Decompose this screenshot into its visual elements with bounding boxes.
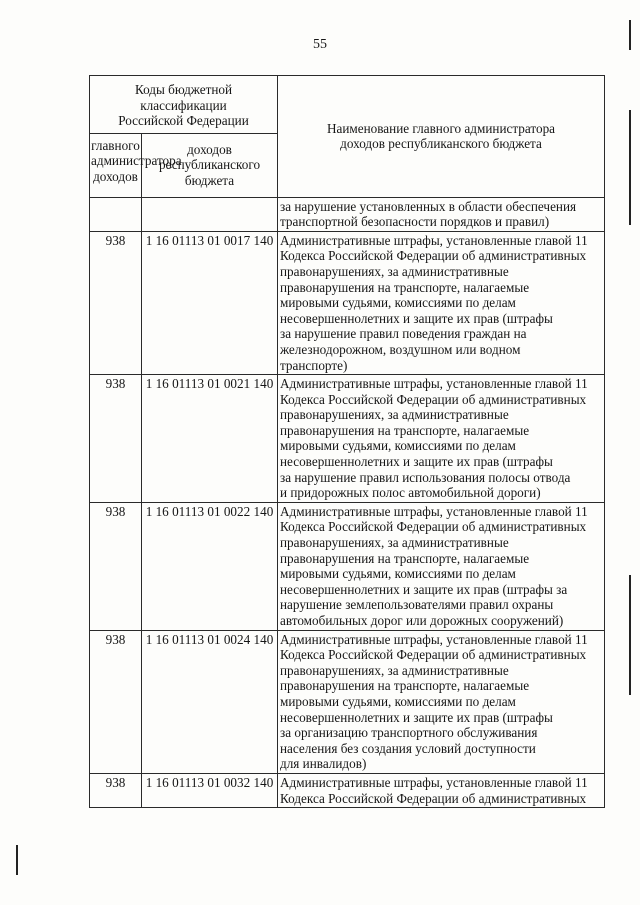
name-line: правонарушения на транспорте, налагаемые <box>280 422 530 438</box>
budget-codes-table <box>89 75 605 808</box>
name-line: мировыми судьями, комиссиями по делам <box>280 295 516 311</box>
table-row <box>90 502 605 630</box>
admin-code-cell <box>90 197 142 231</box>
name-line: несовершеннолетних и защите их прав (штрафы за <box>280 581 568 597</box>
name-line: Административные штрафы, установленные главой 11 <box>280 376 588 392</box>
margin-scan-mark <box>629 20 631 50</box>
header-admin-column: главного администратора доходов <box>90 133 142 197</box>
name-line: несовершеннолетних и защите их прав (штрафы <box>280 709 553 725</box>
name-line: за нарушение правил использования полосы отвода <box>280 469 571 485</box>
admin-code-cell: 938 <box>90 773 142 807</box>
admin-code-cell: 938 <box>90 630 142 773</box>
name-line: правонарушения на транспорте, налагаемые <box>280 279 530 295</box>
name-line: за нарушение установленных в области обеспечения <box>280 198 577 214</box>
admin-code-cell: 938 <box>90 502 142 630</box>
name-line: Административные штрафы, установленные главой 11 <box>280 774 588 790</box>
name-line: и придорожных полос автомобильной дороги) <box>280 485 541 501</box>
income-code-cell: 1 16 01113 01 0021 140 <box>142 375 278 503</box>
name-line: мировыми судьями, комиссиями по делам <box>280 438 516 454</box>
name-line: правонарушениях, за административные <box>280 407 509 423</box>
income-code-cell <box>142 197 278 231</box>
admin-code-cell: 938 <box>90 231 142 374</box>
income-code-cell: 1 16 01113 01 0032 140 <box>142 773 278 807</box>
name-line: населения без создания условий доступности <box>280 740 536 756</box>
name-line: Административные штрафы, установленные главой 11 <box>280 503 588 519</box>
margin-scan-mark <box>629 575 631 695</box>
name-line: Кодекса Российской Федерации об административных <box>280 391 587 407</box>
name-line: Кодекса Российской Федерации об административных <box>280 790 587 806</box>
name-line: несовершеннолетних и защите их прав (штрафы <box>280 310 553 326</box>
name-line: транспортной безопасности порядков и правил) <box>280 214 550 230</box>
header-name-column: Наименование главного администратора доходов республиканского бюджета <box>278 76 605 198</box>
name-line: Административные штрафы, установленные главой 11 <box>280 631 588 647</box>
header-income-column: доходов республиканского бюджета <box>142 133 278 197</box>
name-line: за организацию транспортного обслуживания <box>280 725 538 741</box>
name-line: несовершеннолетних и защите их прав (штрафы <box>280 454 553 470</box>
income-name-cell <box>278 231 605 374</box>
name-line: правонарушениях, за административные <box>280 535 509 551</box>
income-code-cell: 1 16 01113 01 0017 140 <box>142 231 278 374</box>
name-line: за нарушение правил поведения граждан на <box>280 326 527 342</box>
table-row <box>90 231 605 374</box>
table-row <box>90 773 605 807</box>
income-code-cell: 1 16 01113 01 0022 140 <box>142 502 278 630</box>
income-name-cell <box>278 630 605 773</box>
header-codes-group: Коды бюджетной классификации Российской Федерации <box>90 76 278 134</box>
table-row <box>90 375 605 503</box>
name-line: железнодорожном, воздушном или водном <box>280 341 521 357</box>
name-line: Административные штрафы, установленные главой 11 <box>280 232 588 248</box>
table-row <box>90 197 605 231</box>
margin-scan-mark <box>16 845 18 875</box>
name-line: правонарушения на транспорте, налагаемые <box>280 678 530 694</box>
income-name-cell <box>278 197 605 231</box>
header-row <box>90 76 605 134</box>
name-line: транспорте) <box>280 357 348 373</box>
margin-scan-mark <box>629 110 631 225</box>
name-line: правонарушениях, за административные <box>280 263 509 279</box>
income-name-cell <box>278 773 605 807</box>
name-line: мировыми судьями, комиссиями по делам <box>280 693 516 709</box>
page-number: 55 <box>313 37 327 52</box>
admin-code-cell: 938 <box>90 375 142 503</box>
name-line: автомобильных дорог или дорожных сооружений) <box>280 613 564 628</box>
name-line: Кодекса Российской Федерации об административных <box>280 519 587 535</box>
name-line: Кодекса Российской Федерации об административных <box>280 248 587 264</box>
income-code-cell: 1 16 01113 01 0024 140 <box>142 630 278 773</box>
name-line: для инвалидов) <box>280 756 367 772</box>
name-line: правонарушения на транспорте, налагаемые <box>280 550 530 566</box>
income-name-cell <box>278 502 605 630</box>
name-line: Кодекса Российской Федерации об административных <box>280 647 587 663</box>
name-line: правонарушениях, за административные <box>280 662 509 678</box>
income-name-cell <box>278 375 605 503</box>
table-row <box>90 630 605 773</box>
name-line: нарушение землепользователями правил охраны <box>280 597 554 613</box>
name-line: мировыми судьями, комиссиями по делам <box>280 566 516 582</box>
